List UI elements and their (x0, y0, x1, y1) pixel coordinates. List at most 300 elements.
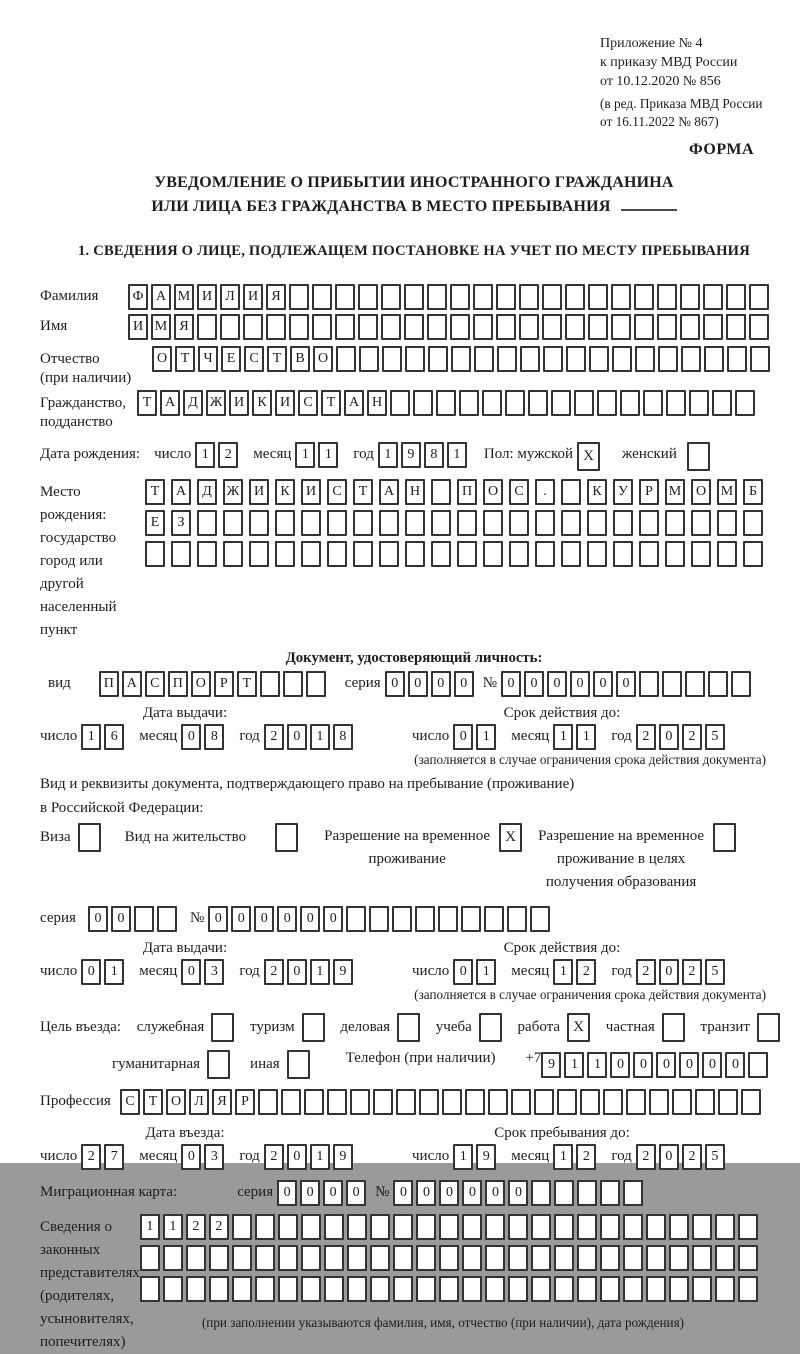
char-cell[interactable] (255, 1214, 275, 1240)
char-cell[interactable]: 9 (333, 959, 353, 985)
char-cell[interactable]: 0 (547, 671, 567, 697)
char-cell[interactable] (713, 823, 736, 852)
char-cell[interactable] (232, 1245, 252, 1271)
char-cell[interactable]: 0 (725, 1052, 745, 1078)
char-cell[interactable]: 0 (300, 906, 320, 932)
citizenship-input[interactable] (137, 390, 758, 416)
char-cell[interactable] (462, 1276, 482, 1302)
char-cell[interactable] (461, 906, 481, 932)
char-cell[interactable]: 1 (447, 442, 467, 468)
char-cell[interactable]: О (191, 671, 211, 697)
permit-issue-year-input[interactable] (264, 959, 356, 985)
char-cell[interactable]: 2 (218, 442, 238, 468)
char-cell[interactable]: И (301, 479, 321, 505)
purpose-study-checkbox[interactable] (479, 1013, 502, 1042)
char-cell[interactable] (669, 1276, 689, 1302)
char-cell[interactable] (496, 314, 516, 340)
purpose-private-checkbox[interactable] (662, 1013, 685, 1042)
char-cell[interactable] (450, 284, 470, 310)
char-cell[interactable] (561, 510, 581, 536)
char-cell[interactable]: 0 (416, 1180, 436, 1206)
char-cell[interactable] (134, 906, 154, 932)
char-cell[interactable]: О (313, 346, 333, 372)
char-cell[interactable] (439, 1214, 459, 1240)
char-cell[interactable] (658, 346, 678, 372)
char-cell[interactable] (748, 1052, 768, 1078)
char-cell[interactable] (485, 1214, 505, 1240)
char-cell[interactable] (726, 284, 746, 310)
char-cell[interactable] (327, 1089, 347, 1115)
char-cell[interactable] (301, 1214, 321, 1240)
char-cell[interactable]: 0 (453, 724, 473, 750)
char-cell[interactable]: 0 (346, 1180, 366, 1206)
char-cell[interactable]: 2 (209, 1214, 229, 1240)
char-cell[interactable] (511, 1089, 531, 1115)
char-cell[interactable] (531, 1214, 551, 1240)
char-cell[interactable]: Д (183, 390, 203, 416)
char-cell[interactable]: 1 (295, 442, 315, 468)
char-cell[interactable] (243, 314, 263, 340)
char-cell[interactable]: 2 (264, 1144, 284, 1170)
char-cell[interactable] (639, 541, 659, 567)
char-cell[interactable]: 5 (705, 724, 725, 750)
char-cell[interactable] (301, 1245, 321, 1271)
char-cell[interactable] (738, 1245, 758, 1271)
char-cell[interactable]: 0 (277, 1180, 297, 1206)
char-cell[interactable]: 0 (287, 959, 307, 985)
char-cell[interactable]: Ж (206, 390, 226, 416)
char-cell[interactable] (78, 823, 101, 852)
char-cell[interactable] (393, 1214, 413, 1240)
char-cell[interactable] (496, 284, 516, 310)
char-cell[interactable] (712, 390, 732, 416)
char-cell[interactable]: 0 (616, 671, 636, 697)
char-cell[interactable] (335, 284, 355, 310)
char-cell[interactable]: Я (212, 1089, 232, 1115)
representatives-row3-input[interactable] (140, 1276, 761, 1302)
char-cell[interactable]: 8 (424, 442, 444, 468)
char-cell[interactable] (692, 1245, 712, 1271)
char-cell[interactable] (672, 1089, 692, 1115)
char-cell[interactable] (531, 1276, 551, 1302)
char-cell[interactable]: 1 (310, 1144, 330, 1170)
char-cell[interactable]: 0 (633, 1052, 653, 1078)
doc-valid-year-input[interactable] (636, 724, 728, 750)
char-cell[interactable]: Т (267, 346, 287, 372)
char-cell[interactable]: К (252, 390, 272, 416)
char-cell[interactable] (528, 390, 548, 416)
char-cell[interactable]: 0 (181, 959, 201, 985)
char-cell[interactable] (275, 541, 295, 567)
char-cell[interactable]: И (197, 284, 217, 310)
char-cell[interactable] (431, 510, 451, 536)
char-cell[interactable] (704, 346, 724, 372)
birth-day-input[interactable] (195, 442, 241, 468)
char-cell[interactable] (649, 1089, 669, 1115)
char-cell[interactable]: С (145, 671, 165, 697)
char-cell[interactable] (669, 1214, 689, 1240)
char-cell[interactable] (163, 1276, 183, 1302)
char-cell[interactable] (289, 314, 309, 340)
char-cell[interactable] (718, 1089, 738, 1115)
char-cell[interactable] (304, 1089, 324, 1115)
char-cell[interactable]: 1 (476, 724, 496, 750)
char-cell[interactable] (347, 1276, 367, 1302)
char-cell[interactable] (474, 346, 494, 372)
char-cell[interactable] (577, 1276, 597, 1302)
char-cell[interactable]: 0 (501, 671, 521, 697)
char-cell[interactable] (370, 1276, 390, 1302)
char-cell[interactable]: Д (197, 479, 217, 505)
char-cell[interactable]: 1 (104, 959, 124, 985)
birth-place-row2-input[interactable] (145, 510, 769, 536)
char-cell[interactable] (542, 284, 562, 310)
doc-valid-day-input[interactable] (453, 724, 499, 750)
char-cell[interactable] (623, 1245, 643, 1271)
purpose-business-checkbox[interactable] (397, 1013, 420, 1042)
char-cell[interactable] (685, 671, 705, 697)
char-cell[interactable] (301, 541, 321, 567)
stay-year-input[interactable] (636, 1144, 728, 1170)
patronymic-input[interactable] (152, 346, 773, 372)
doc-series-input[interactable] (385, 671, 477, 697)
char-cell[interactable] (436, 390, 456, 416)
char-cell[interactable] (278, 1245, 298, 1271)
char-cell[interactable] (350, 1089, 370, 1115)
char-cell[interactable]: 0 (408, 671, 428, 697)
char-cell[interactable] (597, 390, 617, 416)
char-cell[interactable] (283, 671, 303, 697)
char-cell[interactable] (482, 390, 502, 416)
char-cell[interactable] (757, 1013, 780, 1042)
birth-place-row3-input[interactable] (145, 541, 769, 567)
char-cell[interactable] (639, 671, 659, 697)
char-cell[interactable]: 2 (186, 1214, 206, 1240)
char-cell[interactable] (473, 284, 493, 310)
representatives-row2-input[interactable] (140, 1245, 761, 1271)
doc-number-input[interactable] (501, 671, 754, 697)
char-cell[interactable] (211, 1013, 234, 1042)
char-cell[interactable] (646, 1276, 666, 1302)
char-cell[interactable]: Т (145, 479, 165, 505)
purpose-other-checkbox[interactable] (287, 1050, 310, 1079)
char-cell[interactable] (565, 284, 585, 310)
char-cell[interactable] (485, 1245, 505, 1271)
char-cell[interactable] (657, 284, 677, 310)
permit-issue-month-input[interactable] (181, 959, 227, 985)
char-cell[interactable] (691, 510, 711, 536)
char-cell[interactable] (588, 284, 608, 310)
char-cell[interactable]: 9 (541, 1052, 561, 1078)
char-cell[interactable] (416, 1276, 436, 1302)
char-cell[interactable] (577, 1180, 597, 1206)
char-cell[interactable] (186, 1276, 206, 1302)
char-cell[interactable]: 0 (462, 1180, 482, 1206)
char-cell[interactable] (479, 1013, 502, 1042)
char-cell[interactable]: А (151, 284, 171, 310)
char-cell[interactable] (335, 314, 355, 340)
char-cell[interactable]: 1 (453, 1144, 473, 1170)
char-cell[interactable]: 0 (453, 959, 473, 985)
char-cell[interactable] (413, 390, 433, 416)
char-cell[interactable] (715, 1214, 735, 1240)
char-cell[interactable] (717, 510, 737, 536)
char-cell[interactable] (278, 1276, 298, 1302)
char-cell[interactable]: Е (221, 346, 241, 372)
char-cell[interactable] (665, 510, 685, 536)
char-cell[interactable] (749, 284, 769, 310)
char-cell[interactable]: И (243, 284, 263, 310)
char-cell[interactable] (577, 1214, 597, 1240)
char-cell[interactable] (554, 1180, 574, 1206)
char-cell[interactable]: 2 (682, 1144, 702, 1170)
char-cell[interactable] (535, 541, 555, 567)
char-cell[interactable] (519, 284, 539, 310)
char-cell[interactable] (312, 284, 332, 310)
purpose-work-checkbox[interactable] (567, 1013, 590, 1042)
char-cell[interactable] (405, 541, 425, 567)
char-cell[interactable] (566, 346, 586, 372)
doc-issue-year-input[interactable] (264, 724, 356, 750)
char-cell[interactable] (157, 906, 177, 932)
temp-permit-edu-checkbox[interactable] (713, 823, 736, 852)
char-cell[interactable]: Н (405, 479, 425, 505)
char-cell[interactable] (465, 1089, 485, 1115)
char-cell[interactable]: Р (214, 671, 234, 697)
char-cell[interactable] (535, 510, 555, 536)
char-cell[interactable] (370, 1245, 390, 1271)
char-cell[interactable]: С (244, 346, 264, 372)
char-cell[interactable] (580, 1089, 600, 1115)
char-cell[interactable]: 1 (576, 724, 596, 750)
permit-valid-month-input[interactable] (553, 959, 599, 985)
char-cell[interactable]: С (120, 1089, 140, 1115)
permit-valid-year-input[interactable] (636, 959, 728, 985)
char-cell[interactable] (223, 541, 243, 567)
char-cell[interactable]: А (160, 390, 180, 416)
profession-input[interactable] (120, 1089, 764, 1115)
char-cell[interactable] (665, 541, 685, 567)
char-cell[interactable]: У (613, 479, 633, 505)
char-cell[interactable]: Ж (223, 479, 243, 505)
char-cell[interactable]: 1 (195, 442, 215, 468)
birth-month-input[interactable] (295, 442, 341, 468)
char-cell[interactable] (324, 1214, 344, 1240)
char-cell[interactable]: 9 (476, 1144, 496, 1170)
sex-female-checkbox[interactable] (687, 442, 710, 471)
char-cell[interactable]: О (483, 479, 503, 505)
char-cell[interactable]: М (151, 314, 171, 340)
entry-month-input[interactable] (181, 1144, 227, 1170)
char-cell[interactable]: 2 (636, 959, 656, 985)
char-cell[interactable]: 1 (81, 724, 101, 750)
char-cell[interactable] (324, 1276, 344, 1302)
char-cell[interactable] (373, 1089, 393, 1115)
char-cell[interactable] (743, 510, 763, 536)
char-cell[interactable] (635, 346, 655, 372)
char-cell[interactable]: О (152, 346, 172, 372)
char-cell[interactable]: Т (321, 390, 341, 416)
char-cell[interactable]: 7 (104, 1144, 124, 1170)
char-cell[interactable]: 0 (524, 671, 544, 697)
char-cell[interactable]: М (174, 284, 194, 310)
char-cell[interactable] (657, 314, 677, 340)
char-cell[interactable]: 1 (140, 1214, 160, 1240)
char-cell[interactable]: 8 (333, 724, 353, 750)
char-cell[interactable] (396, 1089, 416, 1115)
char-cell[interactable] (416, 1214, 436, 1240)
char-cell[interactable]: М (717, 479, 737, 505)
char-cell[interactable]: 1 (564, 1052, 584, 1078)
char-cell[interactable] (612, 346, 632, 372)
residence-permit-checkbox[interactable] (275, 823, 298, 852)
char-cell[interactable] (358, 314, 378, 340)
char-cell[interactable] (163, 1245, 183, 1271)
char-cell[interactable] (717, 541, 737, 567)
char-cell[interactable] (327, 541, 347, 567)
char-cell[interactable] (462, 1214, 482, 1240)
char-cell[interactable]: Т (175, 346, 195, 372)
char-cell[interactable]: А (171, 479, 191, 505)
char-cell[interactable] (186, 1245, 206, 1271)
permit-number-input[interactable] (208, 906, 553, 932)
char-cell[interactable]: 0 (702, 1052, 722, 1078)
purpose-transit-checkbox[interactable] (757, 1013, 780, 1042)
char-cell[interactable] (574, 390, 594, 416)
char-cell[interactable]: 1 (553, 724, 573, 750)
char-cell[interactable]: С (298, 390, 318, 416)
char-cell[interactable] (473, 314, 493, 340)
char-cell[interactable]: 0 (181, 1144, 201, 1170)
char-cell[interactable] (457, 541, 477, 567)
char-cell[interactable] (255, 1276, 275, 1302)
char-cell[interactable] (347, 1214, 367, 1240)
char-cell[interactable] (692, 1214, 712, 1240)
char-cell[interactable] (431, 479, 451, 505)
char-cell[interactable] (554, 1214, 574, 1240)
char-cell[interactable] (534, 1089, 554, 1115)
char-cell[interactable] (554, 1245, 574, 1271)
char-cell[interactable]: 1 (310, 724, 330, 750)
char-cell[interactable] (281, 1089, 301, 1115)
char-cell[interactable] (347, 1245, 367, 1271)
char-cell[interactable] (519, 314, 539, 340)
char-cell[interactable] (287, 1050, 310, 1079)
char-cell[interactable]: . (535, 479, 555, 505)
doc-issue-day-input[interactable] (81, 724, 127, 750)
char-cell[interactable]: 1 (587, 1052, 607, 1078)
char-cell[interactable] (600, 1214, 620, 1240)
char-cell[interactable] (275, 510, 295, 536)
char-cell[interactable] (611, 284, 631, 310)
char-cell[interactable] (327, 510, 347, 536)
char-cell[interactable] (140, 1245, 160, 1271)
char-cell[interactable] (639, 510, 659, 536)
char-cell[interactable] (260, 671, 280, 697)
char-cell[interactable] (209, 1276, 229, 1302)
char-cell[interactable] (600, 1276, 620, 1302)
char-cell[interactable]: Т (143, 1089, 163, 1115)
char-cell[interactable] (324, 1245, 344, 1271)
char-cell[interactable]: 2 (576, 1144, 596, 1170)
doc-type-input[interactable] (99, 671, 329, 697)
char-cell[interactable] (416, 1245, 436, 1271)
char-cell[interactable] (359, 346, 379, 372)
char-cell[interactable]: И (229, 390, 249, 416)
char-cell[interactable]: 0 (300, 1180, 320, 1206)
char-cell[interactable] (306, 671, 326, 697)
permit-series-input[interactable] (88, 906, 180, 932)
char-cell[interactable]: Р (639, 479, 659, 505)
char-cell[interactable]: И (275, 390, 295, 416)
char-cell[interactable] (223, 510, 243, 536)
char-cell[interactable] (393, 1276, 413, 1302)
char-cell[interactable] (439, 1245, 459, 1271)
char-cell[interactable] (508, 1245, 528, 1271)
char-cell[interactable]: 2 (682, 724, 702, 750)
char-cell[interactable] (508, 1214, 528, 1240)
char-cell[interactable]: 1 (310, 959, 330, 985)
migration-number-input[interactable] (393, 1180, 646, 1206)
char-cell[interactable] (197, 510, 217, 536)
char-cell[interactable] (346, 906, 366, 932)
doc-issue-month-input[interactable] (181, 724, 227, 750)
char-cell[interactable] (404, 284, 424, 310)
char-cell[interactable]: С (327, 479, 347, 505)
char-cell[interactable]: 1 (163, 1214, 183, 1240)
char-cell[interactable] (397, 1013, 420, 1042)
char-cell[interactable] (623, 1180, 643, 1206)
char-cell[interactable] (390, 390, 410, 416)
char-cell[interactable] (611, 314, 631, 340)
char-cell[interactable] (646, 1214, 666, 1240)
char-cell[interactable]: И (128, 314, 148, 340)
char-cell[interactable] (450, 314, 470, 340)
char-cell[interactable] (197, 541, 217, 567)
char-cell[interactable] (687, 442, 710, 471)
char-cell[interactable] (275, 823, 298, 852)
char-cell[interactable] (302, 1013, 325, 1042)
char-cell[interactable] (140, 1276, 160, 1302)
char-cell[interactable] (557, 1089, 577, 1115)
char-cell[interactable] (531, 1245, 551, 1271)
char-cell[interactable]: 0 (610, 1052, 630, 1078)
char-cell[interactable] (381, 284, 401, 310)
char-cell[interactable]: 1 (378, 442, 398, 468)
char-cell[interactable] (620, 390, 640, 416)
char-cell[interactable]: 0 (593, 671, 613, 697)
char-cell[interactable] (531, 1180, 551, 1206)
char-cell[interactable] (743, 541, 763, 567)
char-cell[interactable]: П (99, 671, 119, 697)
entry-day-input[interactable] (81, 1144, 127, 1170)
char-cell[interactable] (483, 541, 503, 567)
char-cell[interactable]: 0 (323, 906, 343, 932)
char-cell[interactable] (431, 541, 451, 567)
char-cell[interactable] (692, 1276, 712, 1302)
char-cell[interactable]: 9 (333, 1144, 353, 1170)
char-cell[interactable] (508, 1276, 528, 1302)
purpose-humanitarian-checkbox[interactable] (207, 1050, 230, 1079)
phone-input[interactable] (541, 1052, 771, 1078)
char-cell[interactable] (646, 1245, 666, 1271)
char-cell[interactable] (554, 1276, 574, 1302)
char-cell[interactable] (735, 390, 755, 416)
char-cell[interactable] (703, 314, 723, 340)
char-cell[interactable] (207, 1050, 230, 1079)
char-cell[interactable] (379, 541, 399, 567)
char-cell[interactable]: О (691, 479, 711, 505)
